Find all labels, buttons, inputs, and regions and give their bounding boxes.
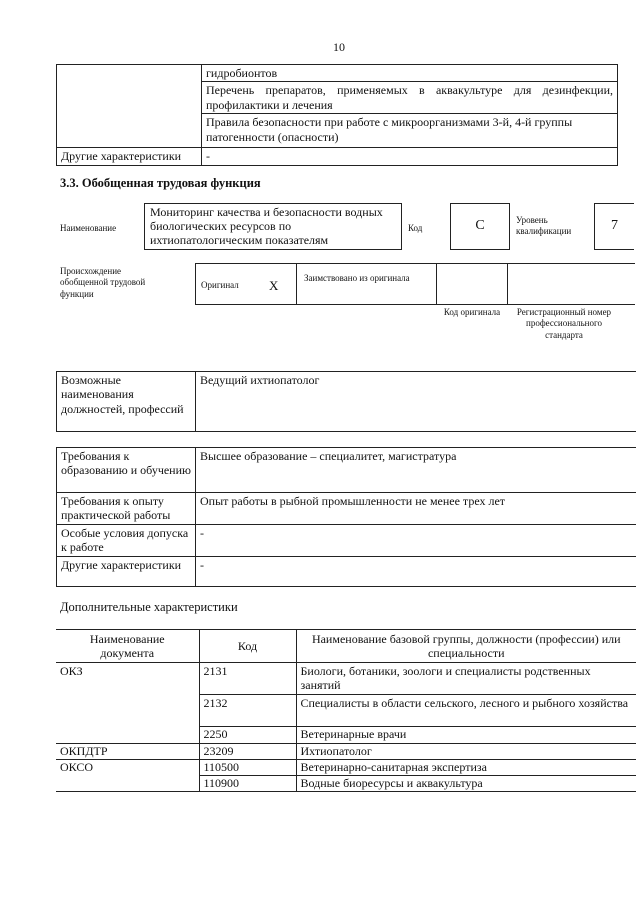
column-header-document: Наименование документа — [56, 630, 199, 663]
table-cell: Правила безопасности при работе с микроорганизмами 3-й, 4-й группы патогенности (опасности) — [202, 114, 618, 148]
code-cell: 110500 — [199, 760, 296, 776]
name-cell: Специалисты в области сельского, лесного и рыбного хозяйства — [296, 695, 636, 727]
code-value: C — [475, 218, 485, 234]
code-label: Код — [408, 223, 423, 233]
requirement-label: Требования к образованию и обучению — [57, 448, 196, 493]
okpdtr-label: ОКПДТР — [56, 744, 199, 760]
table-cell: гидробионтов — [202, 65, 618, 82]
positions-value: Ведущий ихтиопатолог — [196, 372, 637, 432]
name-cell: Биологи, ботаники, зоологи и специалисты родственных занятий — [296, 663, 636, 695]
table-row — [56, 744, 636, 760]
table-row — [56, 760, 636, 776]
reg-number-caption: Регистрационный номер профессионального стандарта — [516, 307, 612, 340]
requirement-value: - — [196, 556, 637, 586]
name-cell: Ихтиопатолог — [296, 744, 636, 760]
column-header-name: Наименование базовой группы, должности (профессии) или специальности — [296, 630, 636, 663]
table-row — [56, 663, 636, 695]
positions-label: Возможные наименования должностей, профессий — [57, 372, 196, 432]
section-title: 3.3. Обобщенная трудовая функция — [60, 176, 261, 190]
additional-title: Дополнительные характеристики — [60, 600, 238, 614]
code-cell: 110900 — [199, 776, 296, 792]
other-characteristics-label: Другие характеристики — [57, 148, 202, 165]
requirement-label: Требования к опыту практической работы — [57, 493, 196, 525]
table-cell-empty — [57, 65, 202, 148]
level-box — [594, 203, 634, 250]
top-continuation-table — [56, 64, 618, 166]
okso-label: ОКСО — [56, 760, 199, 792]
other-characteristics-value: - — [202, 148, 618, 165]
code-original-caption: Код оригинала — [443, 307, 501, 317]
borrowed-label: Заимствовано из оригинала — [304, 273, 410, 283]
table-row — [57, 448, 637, 493]
original-mark: X — [269, 278, 279, 293]
name-cell: Ветеринарно-санитарная экспертиза — [296, 760, 636, 776]
table-row — [57, 556, 637, 586]
code-cell: 23209 — [199, 744, 296, 760]
requirement-value: Опыт работы в рыбной промышленности не менее трех лет — [196, 493, 637, 525]
name-cell: Ветеринарные врачи — [296, 727, 636, 744]
code-cell: 2250 — [199, 727, 296, 744]
name-cell: Водные биоресурсы и аквакультура — [296, 776, 636, 792]
requirement-value: Высшее образование – специалитет, магистратура — [196, 448, 637, 493]
page-number: 10 — [333, 40, 345, 54]
requirements-table — [56, 447, 636, 587]
function-name-box — [144, 203, 402, 250]
additional-table — [56, 629, 636, 792]
table-cell: Перечень препаратов, применяемых в аквакультуре для дезинфекции, профилактики и лечения — [202, 82, 618, 114]
original-label: Оригинал — [201, 280, 239, 290]
requirement-label: Особые условия допуска к работе — [57, 525, 196, 557]
code-box — [450, 203, 510, 250]
okz-label: ОКЗ — [56, 663, 199, 744]
function-name-value: Мониторинг качества и безопасности водных биологических ресурсов по ихтиопатологическим показателям — [150, 205, 383, 247]
origin-label: Происхождение обобщенной трудовой функции — [60, 266, 146, 299]
level-label: Уровень квалификации — [516, 215, 572, 237]
column-header-code: Код — [199, 630, 296, 663]
code-cell: 2131 — [199, 663, 296, 695]
requirement-value: - — [196, 525, 637, 557]
requirement-label: Другие характеристики — [57, 556, 196, 586]
table-row — [57, 493, 637, 525]
level-value: 7 — [611, 218, 618, 234]
code-cell: 2132 — [199, 695, 296, 727]
positions-table — [56, 371, 636, 432]
name-label: Наименование — [60, 223, 117, 233]
table-row — [57, 525, 637, 557]
